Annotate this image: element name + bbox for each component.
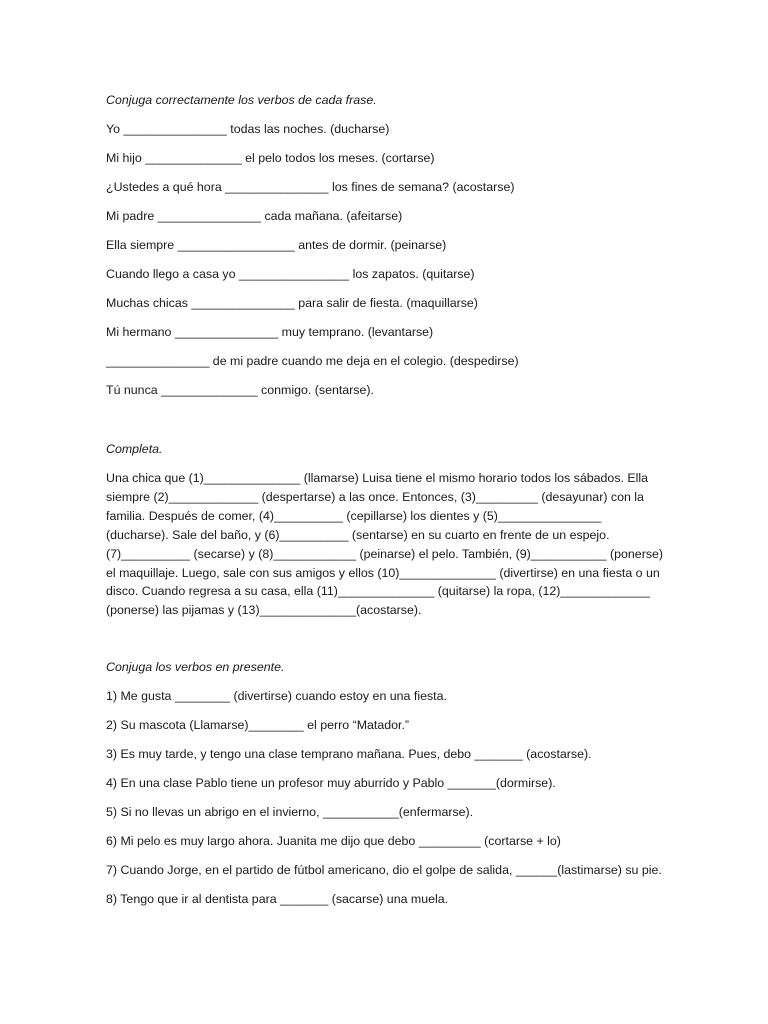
exercise-line: Tú nunca ______________ conmigo. (sentarse). [106, 383, 374, 397]
numbered-exercise: 2) Su mascota (Llamarse)________ el perro “Matador.” [106, 718, 410, 732]
section-heading: Completa. [106, 442, 163, 456]
exercise-line: Muchas chicas _______________ para salir de fiesta. (maquillarse) [106, 296, 478, 310]
numbered-exercise: 6) Mi pelo es muy largo ahora. Juanita me dijo que debo _________ (cortarse + lo) [106, 834, 561, 848]
exercise-line: Ella siempre _________________ antes de dormir. (peinarse) [106, 238, 447, 252]
exercise-line: Mi hijo ______________ el pelo todos los meses. (cortarse) [106, 151, 435, 165]
section-complete-paragraph [106, 440, 666, 620]
numbered-exercise: 5) Si no llevas un abrigo en el invierno, ___________(enfermarse). [106, 805, 474, 819]
numbered-exercise: 7) Cuando Jorge, en el partido de fútbol americano, dio el golpe de salida, ______(lastimarse) su pie. [106, 863, 662, 877]
exercise-line: _______________ de mi padre cuando me deja en el colegio. (despedirse) [106, 354, 519, 368]
section-present-tense [106, 658, 666, 919]
numbered-exercise: 8) Tengo que ir al dentista para _______ (sacarse) una muela. [106, 892, 449, 906]
section-conjugate-sentences [106, 91, 666, 399]
numbered-exercise: 3) Es muy tarde, y tengo una clase temprano mañana. Pues, debo _______ (acostarse). [106, 747, 592, 761]
numbered-exercise: 1) Me gusta ________ (divertirse) cuando estoy en una fiesta. [106, 689, 447, 703]
exercise-line: ¿Ustedes a qué hora _______________ los fines de semana? (acostarse) [106, 180, 515, 194]
section-heading: Conjuga los verbos en presente. [106, 660, 285, 674]
exercise-line: Mi hermano _______________ muy temprano. (levantarse) [106, 325, 434, 339]
worksheet-page [106, 91, 666, 906]
exercise-paragraph: Una chica que (1)______________ (llamarse) Luisa tiene el mismo horario todos los sábados. Ella siempre (2)_____________ (despertarse) a las once. Entonces, (3)_________ (desayunar) con la familia. Después de comer, (4)__________ (cepillarse) los dientes y (5)_______________ (ducharse). Sale del baño, y (6)__________ (sentarse) en su cuarto en frente de un espejo. (7)__________ (secarse) y (8)____________ (peinarse) el pelo. También, (9)___________ (ponerse) el maquillaje. Luego, sale con sus amigos y ellos (10)______________ (divertirse) en una fiesta o un disco. Cuando regresa a su casa, ella (11)______________ (quitarse) la ropa, (12)_____________ (ponerse) las pijamas y (13)______________(acostarse). [106, 471, 664, 618]
exercise-line: Yo _______________ todas las noches. (ducharse) [106, 122, 390, 136]
exercise-line: Cuando llego a casa yo ________________ los zapatos. (quitarse) [106, 267, 475, 281]
numbered-exercise: 4) En una clase Pablo tiene un profesor muy aburrido y Pablo _______(dormirse). [106, 776, 556, 790]
exercise-line: Mi padre _______________ cada mañana. (afeitarse) [106, 209, 403, 223]
section-heading: Conjuga correctamente los verbos de cada frase. [106, 93, 377, 107]
